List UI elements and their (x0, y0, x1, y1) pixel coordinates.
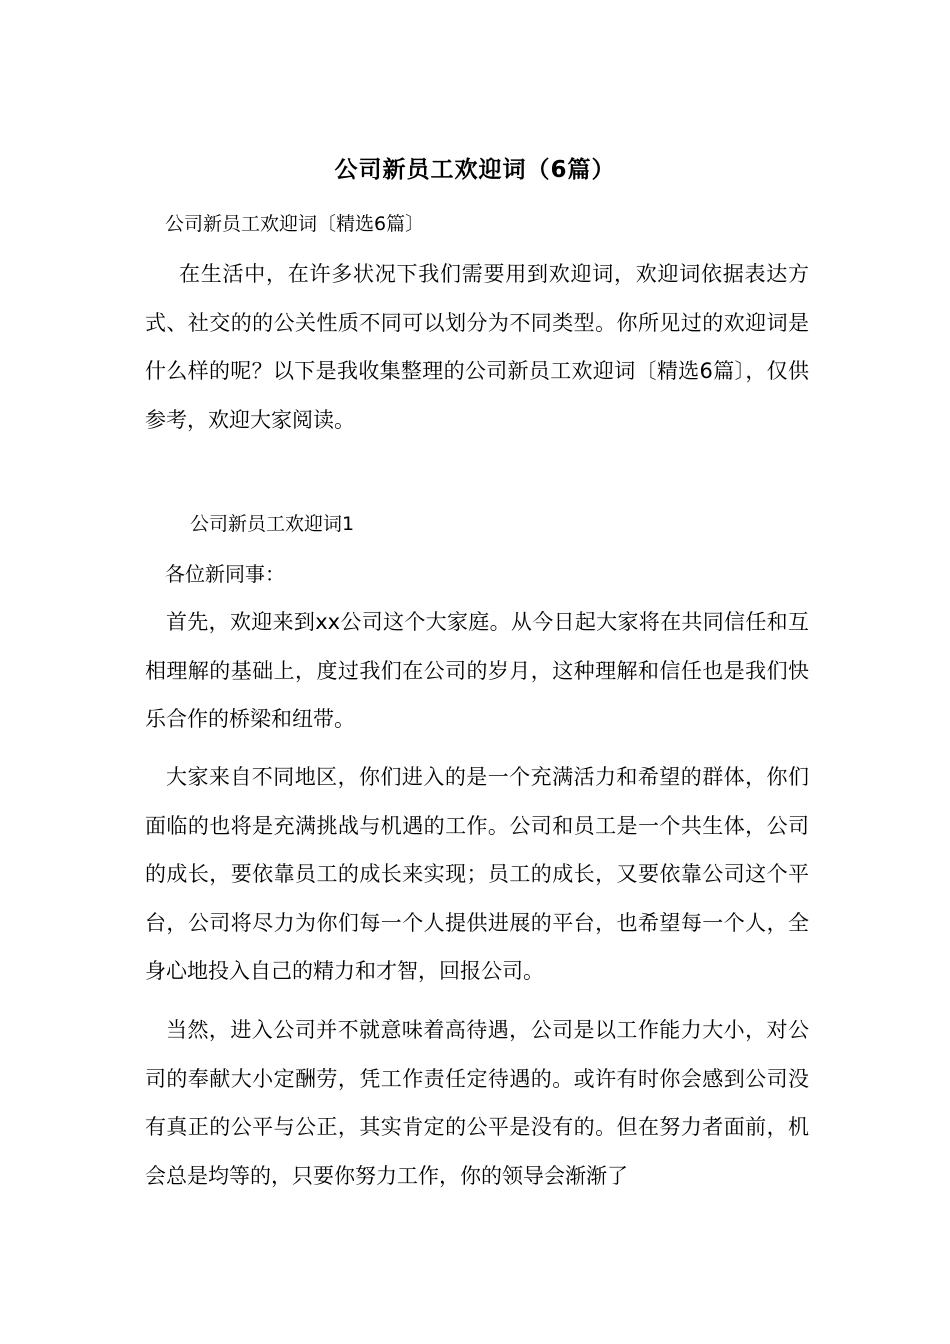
section-heading: 公司新员工欢迎词1 (190, 513, 355, 535)
body-paragraph: 首先，欢迎来到xx公司这个大家庭。从今日起大家将在共同信任和互相理解的基础上，度过我们在公司的岁月，这种理解和信任也是我们快乐合作的桥梁和纽带。 (145, 610, 809, 731)
body-paragraph: 当然，进入公司并不就意味着高待遇，公司是以工作能力大小，对公司的奉献大小定酬劳，凭工作责任定待遇的。或许有时你会感到公司没有真正的公平与公正，其实肯定的公平是没有的。但在努力者面前，机会总是均等的，只要你努力工作，你的领导会渐渐了 (145, 1018, 809, 1188)
intro-paragraph: 在生活中，在许多状况下我们需要用到欢迎词，欢迎词依据表达方式、社交的的公关性质不同可以划分为不同类型。你所见过的欢迎词是什么样的呢？以下是我收集整理的公司新员工欢迎词〔精选6篇〕，仅供参考，欢迎大家阅读。 (145, 262, 809, 432)
document-title: 公司新员工欢迎词（6篇） (334, 157, 616, 183)
document-subtitle: 公司新员工欢迎词〔精选6篇〕 (165, 213, 425, 235)
salutation: 各位新同事： (165, 562, 285, 586)
body-paragraph: 大家来自不同地区，你们进入的是一个充满活力和希望的群体，你们面临的也将是充满挑战与机遇的工作。公司和员工是一个共生体，公司的成长，要依靠员工的成长来实现；员工的成长，又要依靠公司这个平台，公司将尽力为你们每一个人提供进展的平台，也希望每一个人，全身心地投入自己的精力和才智，回报公司。 (145, 765, 809, 983)
